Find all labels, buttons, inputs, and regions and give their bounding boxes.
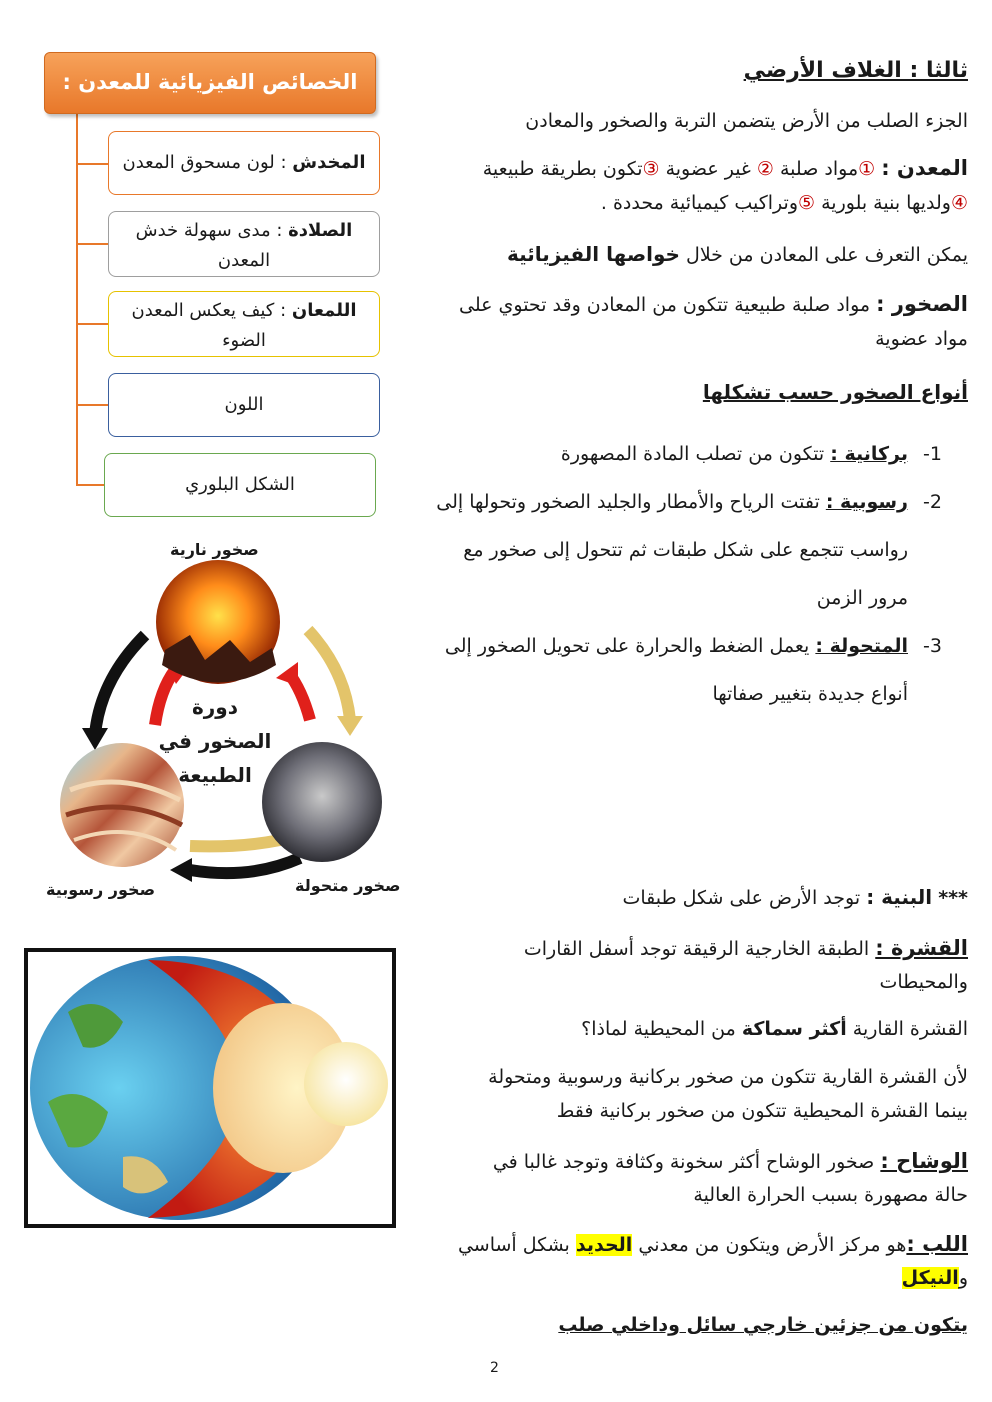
mineral-t3: تكون بطريقة طبيعية bbox=[482, 158, 643, 180]
sedimentary-text-3: مرور الزمن bbox=[816, 587, 908, 609]
mindmap-item-crystal-shape bbox=[104, 453, 376, 517]
mindmap-branch-2 bbox=[76, 243, 108, 245]
hardness-label: الصلادة bbox=[288, 220, 353, 241]
mantle-label: الوشاح : bbox=[880, 1149, 968, 1173]
rocks-line-1 bbox=[459, 292, 968, 316]
streak-text: : لون مسحوق المعدن bbox=[122, 152, 293, 173]
nickel-highlight: النيكل bbox=[901, 1267, 959, 1289]
earth-layers-image bbox=[24, 948, 396, 1228]
mindmap-item-hardness bbox=[108, 211, 380, 277]
luster-text: : كيف يعكس المعدن الضوء bbox=[131, 300, 292, 351]
metamorphic-rocks-label: صخور متحولة bbox=[295, 876, 401, 895]
crust-label: القشرة : bbox=[875, 936, 968, 960]
arrow-metamorphic-to-sedimentary bbox=[190, 858, 300, 873]
mindmap-vertical-connector bbox=[76, 112, 78, 486]
earth-layers-svg bbox=[28, 952, 392, 1224]
crystal-shape-text: الشكل البلوري bbox=[185, 474, 295, 495]
mindmap-title: الخصائص الفيزيائية للمعدن : bbox=[44, 52, 376, 114]
rock-types-title-text: أنواع الصخور حسب تشكلها bbox=[702, 380, 968, 404]
luster-label: اللمعان bbox=[291, 300, 357, 321]
core-parts bbox=[558, 1314, 968, 1336]
arrow-igneous-to-sedimentary bbox=[95, 635, 145, 735]
mindmap-item-luster bbox=[108, 291, 380, 357]
rock-cycle-center-label bbox=[155, 690, 275, 792]
rocks-label: الصخور : bbox=[876, 292, 968, 316]
number-circle-5-icon: ⑤ bbox=[798, 192, 816, 214]
list-number-2: 2- bbox=[923, 491, 942, 513]
section-title: ثالثا : الغلاف الأرضي bbox=[743, 58, 968, 83]
mantle-text-1: صخور الوشاح أكثر سخونة وكثافة وتوجد غالبا في bbox=[492, 1151, 881, 1173]
number-circle-2-icon: ② bbox=[756, 158, 774, 180]
crust-question-c: من المحيطية لماذا؟ bbox=[581, 1018, 742, 1040]
identify-prefix: يمكن التعرف على المعادن من خلال bbox=[679, 244, 968, 266]
number-circle-1-icon: ① bbox=[858, 158, 876, 180]
structure-text: توجد الأرض على شكل طبقات bbox=[622, 887, 867, 909]
crust-answer-1: لأن القشرة القارية تتكون من صخور بركانية ورسوبية ومتحولة bbox=[488, 1066, 968, 1088]
number-circle-4-icon: ④ bbox=[950, 192, 968, 214]
core-text-b: بشكل أساسي bbox=[457, 1234, 576, 1256]
identify-bold: خواصها الفيزيائية bbox=[506, 242, 680, 266]
streak-label: المخدش bbox=[292, 152, 366, 173]
metamorphic-label: المتحولة : bbox=[815, 635, 908, 657]
crust-question bbox=[581, 1018, 968, 1040]
arrow-metamorphic-to-sedimentary-gold bbox=[190, 840, 280, 846]
igneous-text: تتكون من تصلب المادة المصهورة bbox=[560, 443, 831, 465]
mineral-t5: وتراكيب كيميائية محددة . bbox=[600, 192, 799, 214]
crust-text-1: الطبقة الخارجية الرقيقة توجد أسفل القارات bbox=[523, 938, 876, 960]
mineral-t1: مواد صلبة bbox=[780, 158, 859, 180]
crust-line-2: والمحيطات bbox=[879, 971, 968, 993]
core-line-2 bbox=[902, 1267, 968, 1289]
structure-label: البنية : bbox=[866, 885, 933, 909]
mineral-line-2 bbox=[601, 192, 968, 214]
structure-stars: *** bbox=[938, 887, 968, 909]
metamorphic-text-1: يعمل الضغط والحرارة على تحويل الصخور إلى bbox=[444, 635, 816, 657]
list-number-1: 1- bbox=[923, 443, 942, 465]
color-text: اللون bbox=[224, 394, 264, 415]
sedimentary-label: رسوبية : bbox=[825, 491, 908, 513]
rocks-line-2: مواد عضوية bbox=[875, 328, 968, 350]
iron-highlight: الحديد bbox=[575, 1234, 633, 1256]
center-line-3: الطبيعة bbox=[178, 763, 252, 787]
crust-question-a: القشرة القارية bbox=[846, 1018, 968, 1040]
core-text-a: هو مركز الأرض ويتكون من معدني bbox=[632, 1234, 907, 1256]
mineral-t4: ولديها بنية بلورية bbox=[815, 192, 951, 214]
mineral-t2: غير عضوية bbox=[659, 158, 757, 180]
core-line-1 bbox=[458, 1232, 968, 1256]
crust-question-b: أكثر سماكة bbox=[741, 1018, 847, 1040]
sedimentary-text-2: رواسب تتجمع على شكل طبقات ثم تتحول إلى صخور مع bbox=[463, 539, 908, 561]
center-line-2: الصخور في bbox=[158, 729, 272, 753]
core-label: اللب : bbox=[906, 1232, 968, 1256]
list-number-3: 3- bbox=[923, 635, 942, 657]
core-parts-text: يتكون من جزئين خارجي سائل وداخلي صلب bbox=[558, 1314, 968, 1336]
identify-line bbox=[507, 242, 968, 266]
mineral-label: المعدن : bbox=[881, 156, 968, 180]
core-and: و bbox=[958, 1267, 968, 1289]
mantle-line-2: حالة مصهورة بسبب الحرارة العالية bbox=[693, 1184, 968, 1206]
intro-text: الجزء الصلب من الأرض يتضمن التربة والصخور والمعادن bbox=[525, 110, 968, 132]
list-item-metamorphic bbox=[445, 635, 908, 657]
center-line-1: دورة bbox=[191, 695, 238, 719]
metamorphic-text-2: أنواع جديدة بتغيير صفاتها bbox=[712, 683, 908, 705]
page-number: 2 bbox=[490, 1360, 499, 1376]
rock-cycle-diagram bbox=[40, 540, 410, 910]
mindmap-item-color bbox=[108, 373, 380, 437]
number-circle-3-icon: ③ bbox=[642, 158, 660, 180]
inner-core-layer bbox=[304, 1042, 388, 1126]
metamorphic-rock-image bbox=[262, 742, 382, 862]
mindmap-branch-4 bbox=[76, 404, 108, 406]
rocks-text-1: مواد صلبة طبيعية تتكون من المعادن وقد تحتوي على bbox=[459, 294, 877, 316]
arrow-head-5-icon bbox=[170, 858, 192, 882]
mindmap-branch-3 bbox=[76, 323, 108, 325]
arrow-head-3-icon bbox=[337, 716, 363, 736]
igneous-label: بركانية : bbox=[830, 443, 908, 465]
sedimentary-text-1: تفتت الرياح والأمطار والجليد الصخور وتحولها إلى bbox=[436, 491, 826, 513]
mantle-line-1 bbox=[493, 1149, 968, 1173]
arrow-head-4-icon bbox=[276, 662, 298, 686]
crust-answer-2: بينما القشرة المحيطية تتكون من صخور بركانية فقط bbox=[556, 1100, 968, 1122]
crust-line-1 bbox=[524, 936, 968, 960]
list-item-igneous bbox=[561, 443, 908, 465]
list-item-sedimentary bbox=[436, 491, 908, 513]
arrow-igneous-to-metamorphic bbox=[308, 630, 350, 720]
rock-types-title bbox=[703, 380, 968, 404]
igneous-rocks-label: صخور نارية bbox=[170, 540, 259, 559]
mindmap-branch-1 bbox=[76, 163, 108, 165]
structure-line bbox=[622, 885, 968, 909]
mineral-line-1 bbox=[483, 156, 968, 180]
sedimentary-rocks-label: صخور رسوبية bbox=[46, 880, 156, 899]
hardness-text: : مدى سهولة خدش المعدن bbox=[135, 220, 289, 271]
mindmap-item-streak bbox=[108, 131, 380, 195]
